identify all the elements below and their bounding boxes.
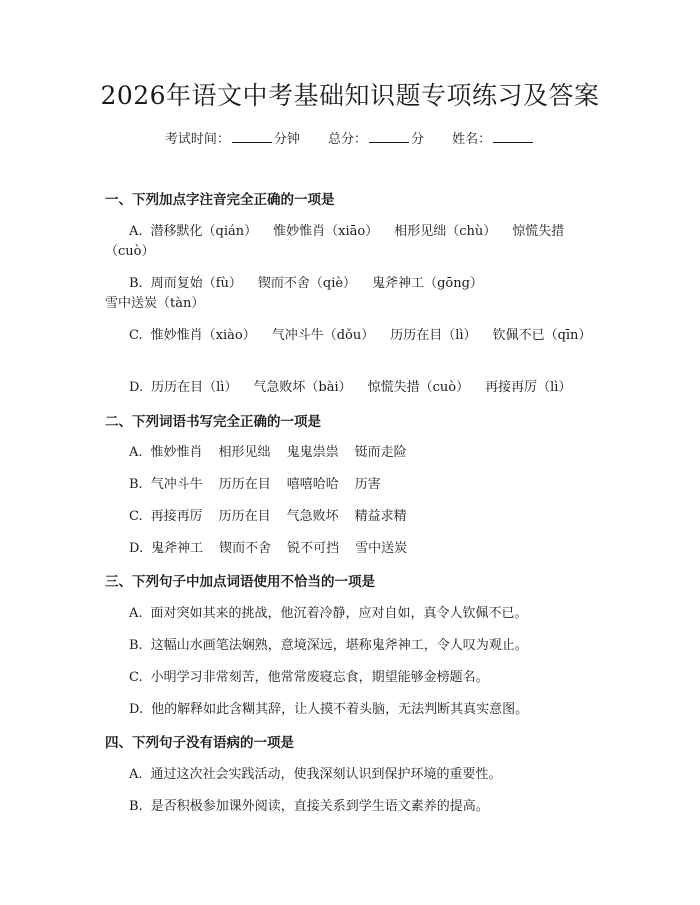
- option-word: 气急败坏: [286, 509, 339, 524]
- option-letter: A.: [129, 767, 143, 782]
- option-sentence: 这幅山水画笔法娴熟，意境深远，堪称鬼斧神工，令人叹为观止。: [150, 638, 528, 653]
- question-3-option-c: [105, 668, 593, 688]
- option-letter: D.: [129, 380, 144, 395]
- option-letter: C.: [129, 328, 143, 343]
- option-sentence: 他的解释如此含糊其辞，让人摸不着头脑，无法判断其真实意图。: [151, 702, 529, 717]
- option-word: 周而复始（fù）: [150, 276, 242, 291]
- option-letter: C.: [129, 670, 143, 685]
- total-score-field: [328, 130, 424, 150]
- exam-time-label: 考试时间：: [164, 132, 230, 147]
- option-letter: A.: [129, 445, 143, 460]
- option-word: 惟妙惟肖（xiào）: [150, 328, 256, 343]
- option-letter: B.: [129, 799, 143, 814]
- question-3-option-a: [105, 604, 593, 624]
- option-word: 鬼斧神工: [151, 541, 204, 556]
- question-1-option-a: [105, 222, 593, 262]
- option-word: 历历在目: [218, 509, 271, 524]
- option-word: 相形见绌: [218, 445, 271, 460]
- question-4-option-b: [105, 797, 593, 817]
- exam-info: [0, 130, 700, 150]
- option-letter: B.: [129, 477, 143, 492]
- option-word: 气冲斗牛: [150, 477, 203, 492]
- option-word: 锲而不舍: [219, 541, 272, 556]
- option-word: 气冲斗牛（dǒu）: [271, 328, 375, 343]
- student-name-label: 姓名：: [452, 132, 492, 147]
- exam-time-unit: 分钟: [273, 132, 300, 147]
- option-letter: A.: [129, 224, 143, 239]
- option-letter: D.: [129, 541, 144, 556]
- option-letter: A.: [129, 606, 143, 621]
- option-word: 惟妙惟肖: [150, 445, 203, 460]
- option-sentence: 通过这次社会实践活动，使我深刻认识到保护环境的重要性。: [150, 767, 502, 782]
- question-3-heading: 三、下列句子中加点词语使用不恰当的一项是: [105, 574, 375, 590]
- option-word: 惟妙惟肖（xiāo）: [273, 224, 379, 239]
- option-word: 钦佩不已（qīn）: [492, 328, 592, 343]
- option-word: 雪中送炭（tàn）: [105, 296, 205, 311]
- question-1-heading: 一、下列加点字注音完全正确的一项是: [105, 192, 335, 208]
- option-word: 再接再厉（lì）: [485, 380, 572, 395]
- option-word: 历历在目（lì）: [390, 328, 477, 343]
- option-word: 惊慌失措（cuò）: [105, 224, 565, 259]
- option-word: 相形见绌（chù）: [394, 224, 497, 239]
- option-word: 锐不可挡: [287, 541, 340, 556]
- page-title: 2026年语文中考基础知识题专项练习及答案: [100, 81, 600, 110]
- question-1-option-b: [105, 274, 593, 314]
- option-sentence: 是否积极参加课外阅读，直接关系到学生语文素养的提高。: [150, 799, 489, 814]
- option-word: 雪中送炭: [355, 541, 408, 556]
- option-word: 嘻嘻哈哈: [286, 477, 339, 492]
- option-word: 潜移默化（qián）: [150, 224, 258, 239]
- total-score-unit: 分: [411, 132, 425, 147]
- question-1-option-c: [105, 326, 593, 346]
- option-word: 铤而走险: [354, 445, 407, 460]
- option-letter: C.: [129, 509, 143, 524]
- option-word: 气急败坏（bài）: [253, 380, 352, 395]
- question-2-option-c: [105, 507, 593, 527]
- option-word: 鬼斧神工（gōng）: [372, 276, 483, 291]
- option-word: 历害: [354, 477, 381, 492]
- option-word: 再接再厉: [150, 509, 203, 524]
- question-2-heading: 二、下列词语书写完全正确的一项是: [105, 414, 321, 430]
- student-name-blank: [493, 130, 533, 143]
- student-name-field: [452, 130, 535, 150]
- question-2-option-d: [105, 539, 593, 559]
- option-word: 鬼鬼祟祟: [286, 445, 339, 460]
- option-word: 历历在目: [218, 477, 271, 492]
- question-2-option-b: [105, 475, 593, 495]
- exam-time-blank: [232, 130, 272, 143]
- option-letter: D.: [129, 702, 144, 717]
- option-letter: B.: [129, 638, 143, 653]
- question-3-option-b: [105, 636, 593, 656]
- option-word: 惊慌失措（cuò）: [367, 380, 470, 395]
- option-sentence: 小明学习非常刻苦，他常常废寝忘食，期望能够金榜题名。: [150, 670, 489, 685]
- option-word: 精益求精: [354, 509, 407, 524]
- exam-time-field: [165, 130, 300, 150]
- question-4-heading: 四、下列句子没有语病的一项是: [105, 735, 294, 751]
- option-letter: B.: [129, 276, 143, 291]
- option-word: 锲而不舍（qiè）: [257, 276, 357, 291]
- question-1-option-d: [105, 378, 593, 398]
- question-4-option-a: [105, 765, 593, 785]
- total-score-label: 总分：: [327, 132, 367, 147]
- question-2-option-a: [105, 443, 593, 463]
- question-3-option-d: [105, 700, 593, 720]
- option-word: 历历在目（lì）: [151, 380, 238, 395]
- total-score-blank: [369, 130, 409, 143]
- option-sentence: 面对突如其来的挑战，他沉着冷静，应对自如，真令人钦佩不已。: [150, 606, 528, 621]
